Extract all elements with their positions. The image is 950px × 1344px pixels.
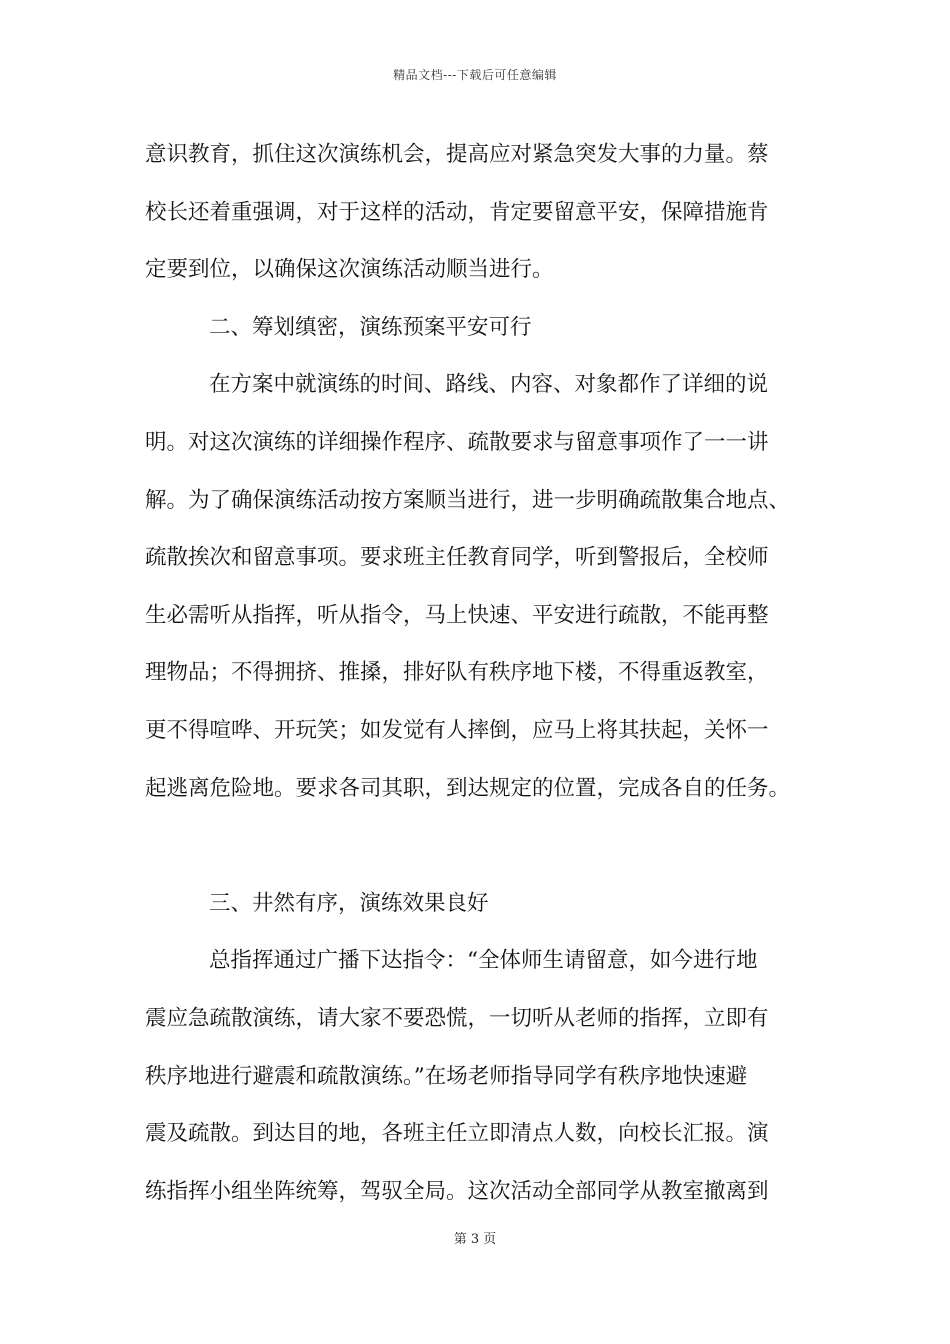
- page-number: 第 3 页: [453, 1232, 497, 1247]
- paragraph-line: 理物品；不得拥挤、推搡，排好队有秩序地下楼，不得重返教室，: [145, 660, 769, 686]
- paragraph-line: 校长还着重强调，对于这样的活动，肯定要留意平安，保障措施肯: [145, 199, 769, 225]
- section-heading-3: 三、井然有序，演练效果良好: [209, 890, 489, 916]
- page-header: 精品文档---下载后可任意编辑: [393, 68, 557, 82]
- paragraph-line: 生必需听从指挥，听从指令，马上快速、平安进行疏散，不能再整: [145, 602, 769, 628]
- paragraph-line: 练指挥小组坐阵统筹，驾驭全局。这次活动全部同学从教室撤离到: [145, 1178, 769, 1204]
- paragraph-line: 疏散挨次和留意事项。要求班主任教育同学，听到警报后，全校师: [145, 545, 769, 571]
- paragraph-gap: [145, 817, 815, 875]
- paragraph-line: 在方案中就演练的时间、路线、内容、对象都作了详细的说: [209, 372, 769, 398]
- paragraph-line: 总指挥通过广播下达指令：“全体师生请留意，如今进行地: [209, 948, 758, 974]
- document-body: [145, 126, 815, 1220]
- section-heading-2: 二、筹划缜密，演练预案平安可行: [209, 314, 532, 340]
- paragraph-line: 震应急疏散演练，请大家不要恐慌，一切听从老师的指挥，立即有: [145, 1005, 769, 1031]
- paragraph-line: 更不得喧哗、开玩笑；如发觉有人摔倒，应马上将其扶起，关怀一: [145, 717, 769, 743]
- paragraph-line: 明。对这次演练的详细操作程序、疏散要求与留意事项作了一一讲: [145, 429, 769, 455]
- paragraph-line: 解。为了确保演练活动按方案顺当进行，进一步明确疏散集合地点、: [145, 487, 791, 513]
- paragraph-line: 定要到位，以确保这次演练活动顺当进行。: [145, 257, 554, 283]
- paragraph-line: 震及疏散。到达目的地，各班主任立即清点人数，向校长汇报。演: [145, 1121, 769, 1147]
- paragraph-line: 起逃离危险地。要求各司其职，到达规定的位置，完成各自的任务。: [145, 775, 791, 801]
- paragraph-line: 意识教育，抓住这次演练机会，提高应对紧急突发大事的力量。蔡: [145, 142, 769, 167]
- paragraph-line: 秩序地进行避震和疏散演练。”在场老师指导同学有秩序地快速避: [145, 1063, 748, 1089]
